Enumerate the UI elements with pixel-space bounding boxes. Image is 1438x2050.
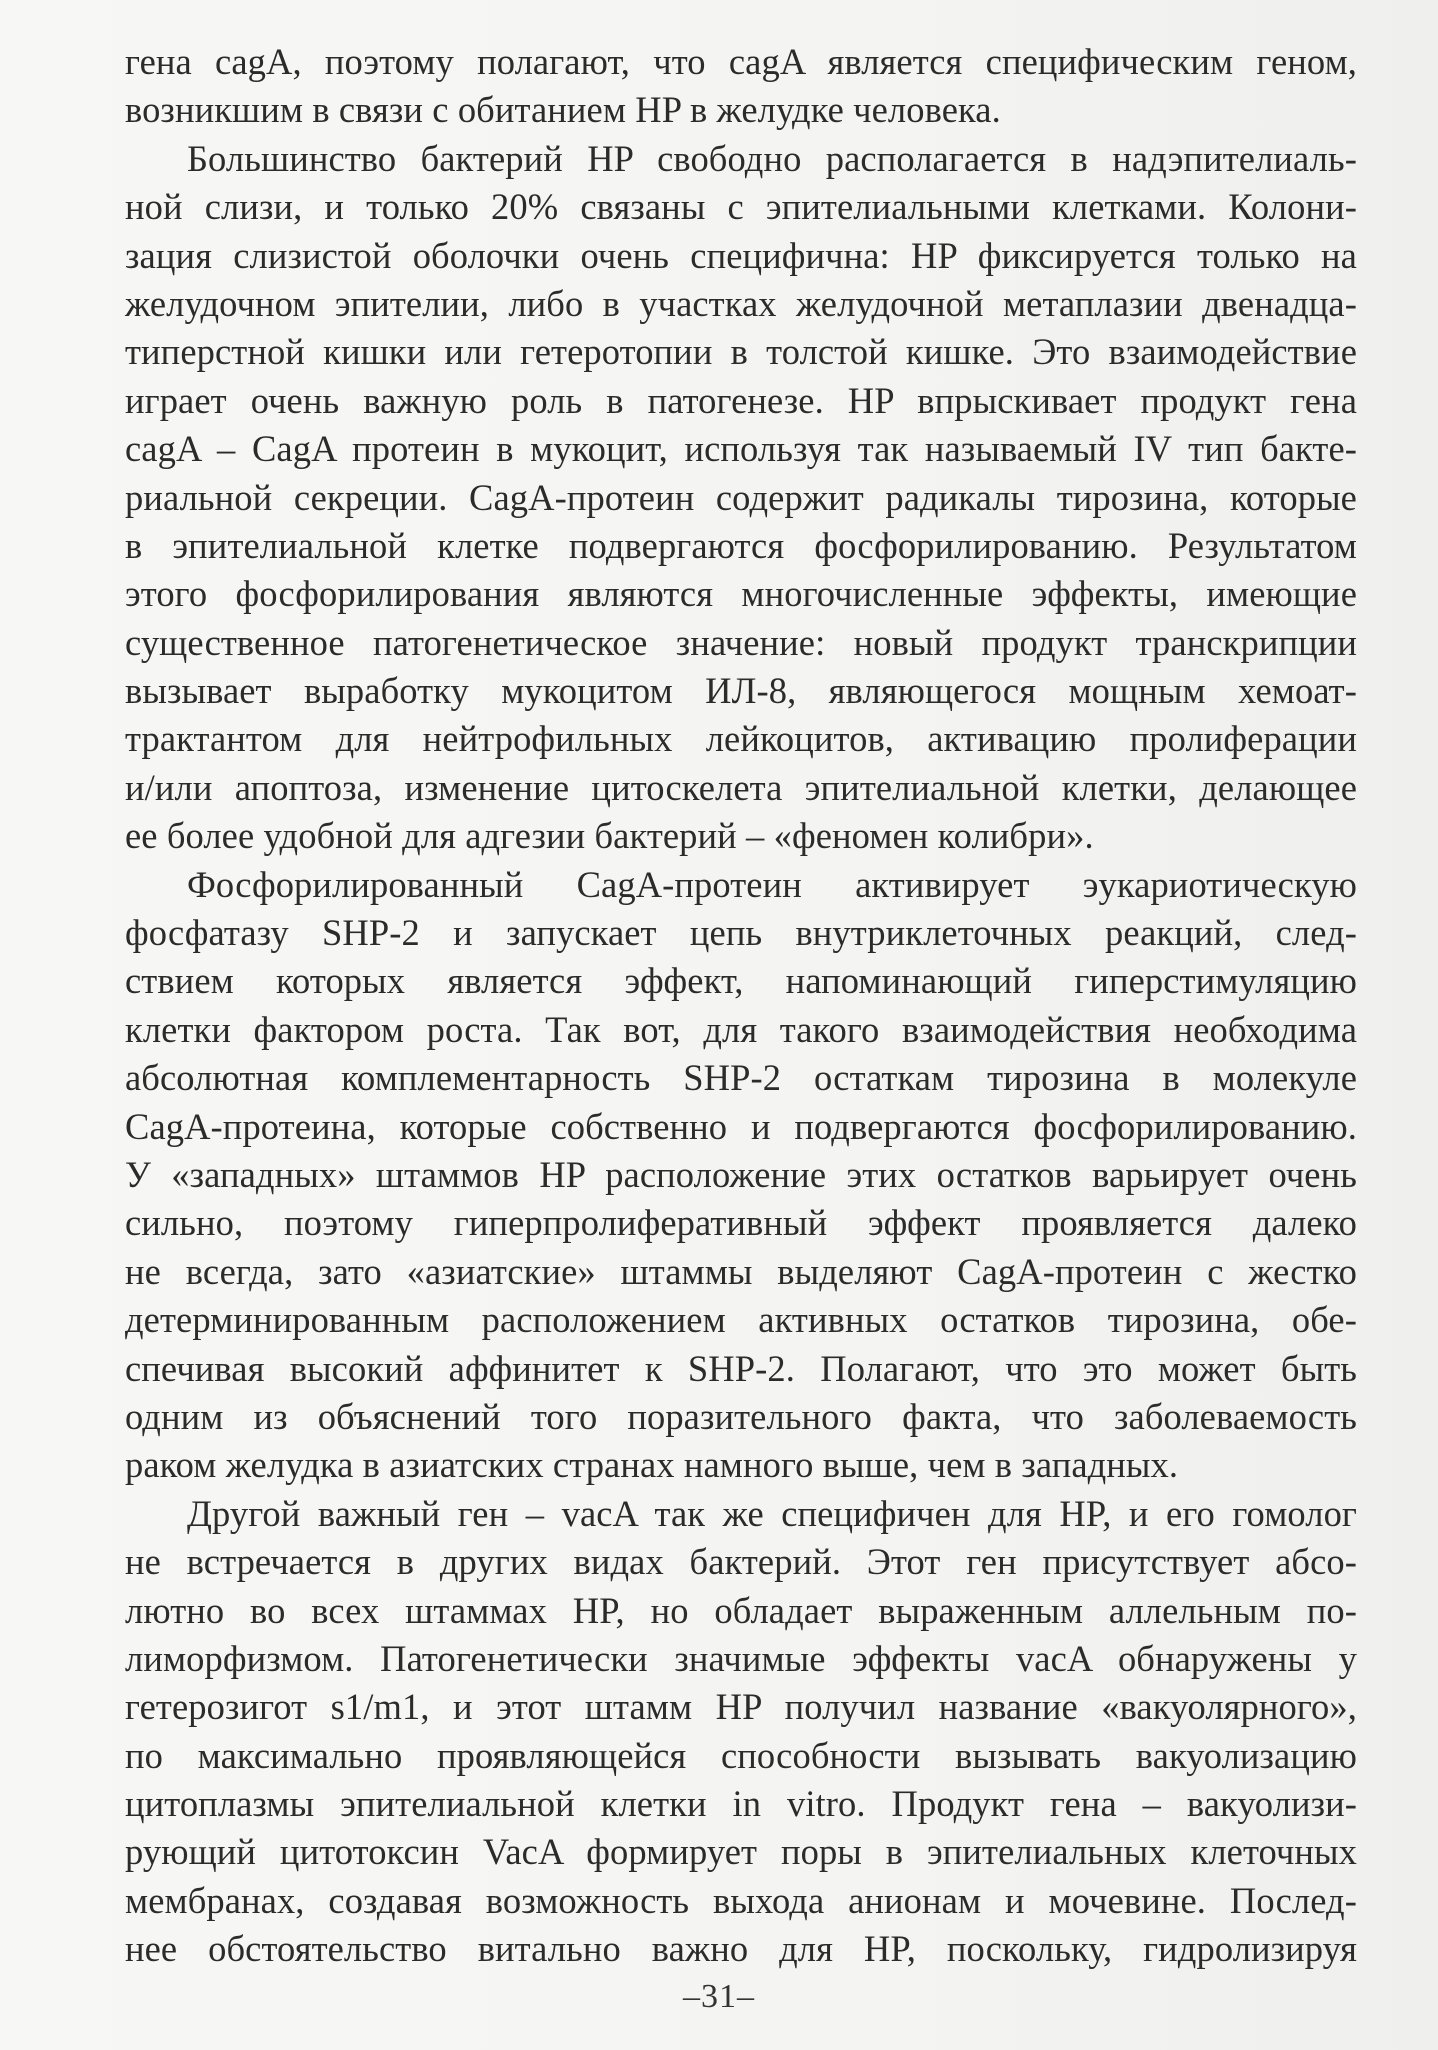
text-line: зация слизистой оболочки очень специфична: HP фиксируется только на (125, 234, 1357, 276)
text-line: ее более удобной для адгезии бактерий – «феномен колибри». (125, 815, 1094, 857)
text-line: и/или апоптоза, изменение цитоскелета эпителиальной клетки, делающее (125, 766, 1357, 808)
text-line: cagA – CagA протеин в мукоцит, используя так называемый IV тип бакте- (125, 428, 1357, 470)
text-line: сильно, поэтому гиперпролиферативный эффект проявляется далеко (125, 1202, 1357, 1244)
text-line: клетки фактором роста. Так вот, для такого взаимодействия необходима (125, 1008, 1357, 1050)
text-line: У «западных» штаммов HP расположение этих остатков варьирует очень (125, 1153, 1357, 1195)
body-text (125, 38, 1357, 1974)
text-line: желудочном эпителии, либо в участках желудочной метаплазии двенадца- (125, 282, 1357, 324)
text-line: этого фосфорилирования являются многочисленные эффекты, имеющие (125, 573, 1357, 615)
text-line: не всегда, зато «азиатские» штаммы выделяют CagA-протеин с жестко (125, 1250, 1357, 1292)
text-line: нее обстоятельство витально важно для HP, поскольку, гидролизируя (125, 1928, 1357, 1970)
text-line: спечивая высокий аффинитет к SHP-2. Полагают, что это может быть (125, 1347, 1357, 1389)
text-line: Большинство бактерий HP свободно располагается в надэпителиаль- (187, 137, 1357, 179)
text-line: ствием которых является эффект, напоминающий гиперстимуляцию (125, 960, 1357, 1002)
text-line: лютно во всех штаммах HP, но обладает выраженным аллельным по- (125, 1589, 1357, 1631)
text-line: по максимально проявляющейся способности вызывать вакуолизацию (125, 1734, 1357, 1776)
text-line: абсолютная комплементарность SHP-2 остаткам тирозина в молекуле (125, 1057, 1357, 1099)
text-line: мембранах, создавая возможность выхода анионам и мочевине. Послед- (125, 1879, 1357, 1921)
text-line: в эпителиальной клетке подвергаются фосфорилированию. Результатом (125, 524, 1357, 566)
text-line: CagA-протеина, которые собственно и подвергаются фосфорилированию. (125, 1105, 1357, 1147)
text-line: риальной секреции. CagA-протеин содержит радикалы тирозина, которые (125, 476, 1357, 518)
text-line: трактантом для нейтрофильных лейкоцитов, активацию пролиферации (125, 718, 1357, 760)
text-line: ной слизи, и только 20% связаны с эпителиальными клетками. Колони- (125, 186, 1357, 228)
text-line: возникшим в связи с обитанием HP в желудке человека. (125, 89, 1001, 131)
text-line: не встречается в других видах бактерий. Этот ген присутствует абсо- (125, 1541, 1357, 1583)
text-line: существенное патогенетическое значение: новый продукт транскрипции (125, 621, 1357, 663)
text-line: Фосфорилированный CagA-протеин активирует эукариотическую (187, 863, 1357, 905)
text-line: рующий цитотоксин VacA формирует поры в эпителиальных клеточных (125, 1831, 1357, 1873)
text-line: одним из объяснений того поразительного факта, что заболеваемость (125, 1395, 1357, 1437)
text-line: Другой важный ген – vacA так же специфичен для HP, и его гомолог (187, 1492, 1357, 1534)
text-line: гена cagA, поэтому полагают, что cagA является специфическим геном, (125, 41, 1357, 82)
page-number: –31– (683, 1978, 755, 2015)
text-line: типерстной кишки или гетеротопии в толстой кишке. Это взаимодействие (125, 331, 1357, 373)
text-line: играет очень важную роль в патогенезе. HP впрыскивает продукт гена (125, 379, 1357, 421)
text-line: лиморфизмом. Патогенетически значимые эффекты vacA обнаружены у (125, 1637, 1357, 1679)
text-line: детерминированным расположением активных остатков тирозина, обе- (125, 1299, 1357, 1341)
text-line: фосфатазу SHP-2 и запускает цепь внутриклеточных реакций, след- (125, 912, 1357, 954)
text-line: гетерозигот s1/m1, и этот штамм HP получил название «вакуолярного», (125, 1686, 1357, 1728)
text-line: вызывает выработку мукоцитом ИЛ-8, являющегося мощным хемоат- (125, 670, 1357, 712)
text-line: раком желудка в азиатских странах намного выше, чем в западных. (125, 1444, 1179, 1486)
text-line: цитоплазмы эпителиальной клетки in vitro. Продукт гена – вакуолизи- (125, 1783, 1357, 1825)
